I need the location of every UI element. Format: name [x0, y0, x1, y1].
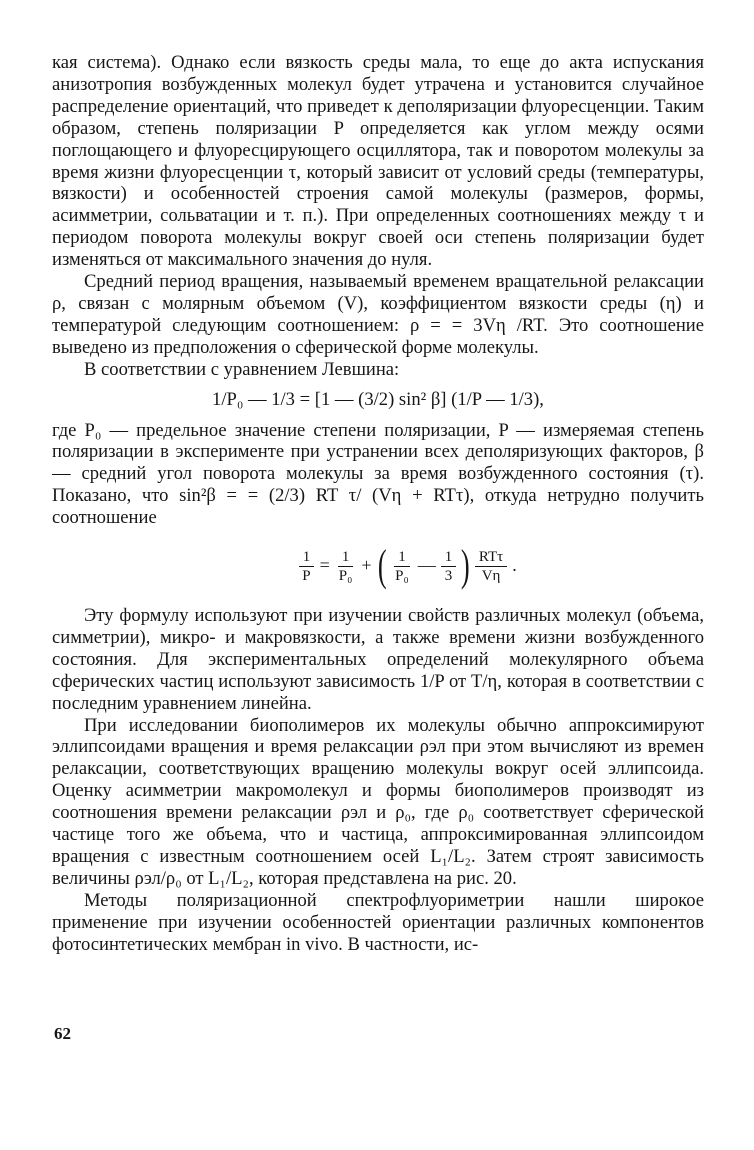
paragraph-5: Эту формулу используют при изучении свойств различных молекул (объема, симметрии), микро- и макровязкости, а также времени жизни возбужденного состояния. Для экспериментальных определений молекулярного объема сферических частиц используют зависимость 1/P от T/η, которая в соответствии с последним уравнением линейна. — [52, 605, 704, 714]
paragraph-2: Средний период вращения, называемый временем вращательной релаксации ρ, связан с молярным объемом (V), коэффициентом вязкости среды (η) и температурой следующим соотношением: ρ = = 3Vη /RT. Это соотношение выведено из предположения о сферической форме молекулы. — [52, 271, 704, 358]
page-body — [52, 52, 704, 956]
paragraph-7: Методы поляризационной спектрофлуориметрии нашли широкое применение при изучении особенностей ориентации различных компонентов фотосинтетических мембран in vivo. В частности, ис- — [52, 889, 704, 955]
equals-sign: = — [319, 555, 330, 576]
levshin-equation: 1/P₀ — 1/3 = [1 — (3/2) sin² β] (1/P — 1/3), — [212, 388, 544, 410]
right-paren: ) — [461, 541, 470, 591]
paragraph-6: При исследовании биополимеров их молекулы обычно аппроксимируют эллипсоидами вращения и время релаксации ρэл при этом вычисляют из времен релаксации, соответствующих вращению молекулы вокруг осей эллипсоида. Оценку асимметрии макромолекул и формы биополимеров производят из соотношения времени релаксации ρэл и ρ₀, где ρ₀ соответствует сферической частице того же объема, что и частица, аппроксимированная эллипсоидом вращения с известным соотношением осей L₁/L₂. Затем строят зависимость величины ρэл/ρ₀ от L₁/L₂, которая представлена на рис. 20. — [52, 714, 704, 889]
page-number: 62 — [54, 1024, 71, 1043]
paragraph-3: В соответствии с уравнением Левшина: — [84, 358, 400, 380]
left-paren: ( — [377, 541, 387, 591]
plus-sign: + — [361, 555, 372, 576]
paragraph-4: где P₀ — предельное значение степени поляризации, P — измеряемая степень поляризации в эксперименте при устранении всех деполяризующих факторов, β — средний угол поворота молекулы за время возбужденного состояния (τ). Показано, что sin²β = = (2/3) RT τ/ (Vη + RTτ), откуда нетрудно получить соотношение — [52, 419, 704, 529]
fraction-1-over-3: $\frac{1}{3}$ — [441, 548, 457, 585]
fraction-1-over-p0-inner: $\frac{1}{\text{P₀}}$ — [395, 548, 409, 584]
fraction-rt-over-veta: $\frac{\text{RTτ}}{V\eta}$ — [475, 548, 507, 585]
formula-period: . — [512, 555, 517, 576]
polarization-formula — [112, 537, 704, 595]
fraction-1-over-p: $\frac{1}{P}$ — [298, 548, 314, 585]
paragraph-1: кая система). Однако если вязкость среды мала, то еще до акта испускания анизотропия возбужденных молекул будет утрачена и установится случайное распределение ориентаций, что приведет к деполяризации флуоресценции. Таким образом, степень поляризации P определяется как углом между осями поглощающего и флуоресцирующего осциллятора, так и поворотом молекулы за время жизни флуоресценции τ, который зависит от условий среды (температуры, вязкости) и особенностей строения самой молекулы (размеров, формы, асимметрии, сольватации и т. п.). При определенных соотношениях между τ и периодом поворота молекулы вокруг своей оси степень поляризации будет изменяться от максимального значения до нуля. — [52, 52, 704, 271]
minus-sign: — — [417, 555, 436, 576]
fraction-1-over-p0: $\frac{1}{\text{P₀}}$ — [338, 548, 353, 584]
